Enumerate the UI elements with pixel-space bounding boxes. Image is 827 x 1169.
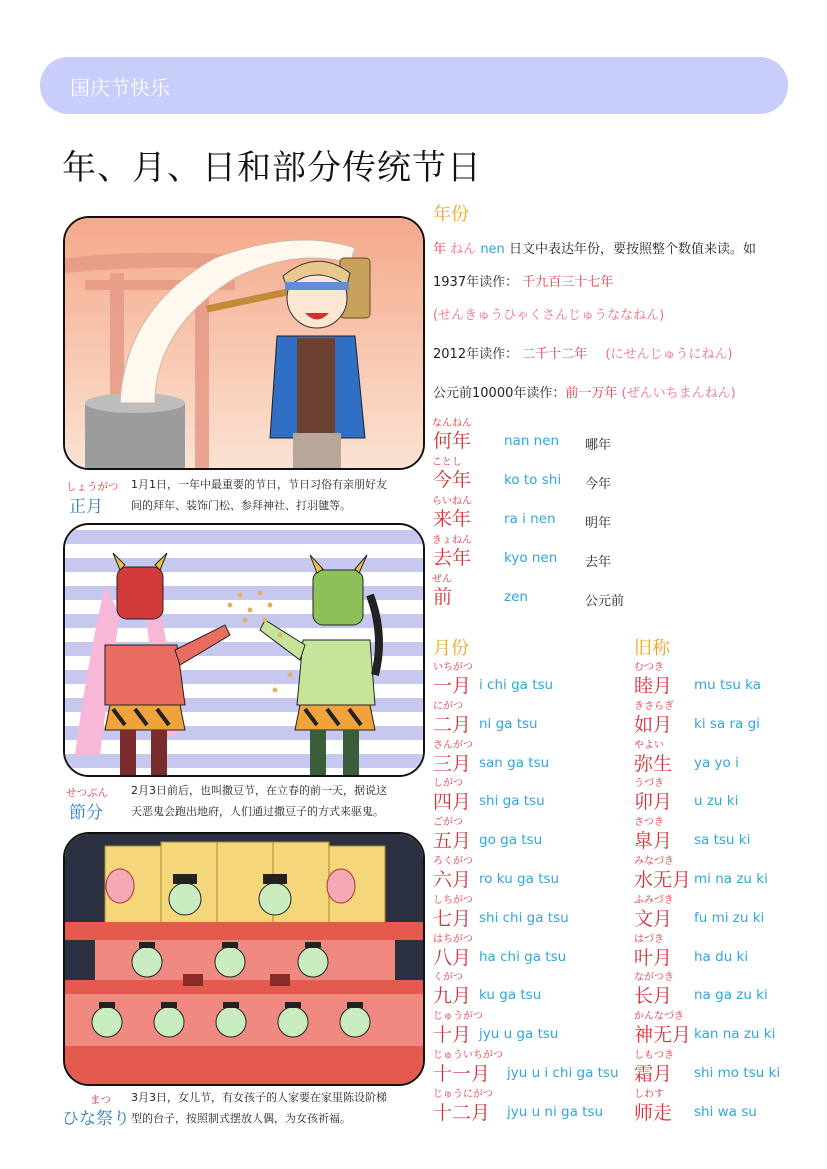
example-value: 千九百三十七年 xyxy=(522,275,614,290)
vocab-roma: kyo nen xyxy=(504,550,558,566)
month-roma: ni ga tsu xyxy=(479,715,538,732)
month-kanji: 三月 xyxy=(433,752,472,775)
vocab-kanji: 今年 xyxy=(433,469,472,491)
vocab-ruby: ぜん xyxy=(432,574,452,585)
illustration-hina-matsuri xyxy=(63,832,425,1086)
month-ruby: ろくがつ xyxy=(433,856,473,867)
vocab-meaning: 哪年 xyxy=(585,438,612,453)
month-kanji: 睦月 xyxy=(634,675,673,697)
month-kanji: 神无月 xyxy=(634,1024,692,1047)
month-roma: ha chi ga tsu xyxy=(479,948,567,965)
month-ruby: さんがつ xyxy=(433,739,473,751)
month-roma: jyu u i chi ga tsu xyxy=(507,1065,619,1081)
month-ruby: いちがつ xyxy=(433,662,473,673)
month-kanji: 长月 xyxy=(634,985,673,1008)
month-roma: ki sa ra gi xyxy=(694,715,760,732)
month-kanji: 二月 xyxy=(433,713,472,736)
month-roma: u zu ki xyxy=(694,793,739,810)
vocab-roma: zen xyxy=(504,589,528,605)
caption-text: 3月3日，女儿节，有女孩子的人家要在家里陈设阶梯型的台子，按照制式摆放人偶，为女孩祈福。 xyxy=(131,1091,387,1125)
month-ruby: しもつき xyxy=(634,1050,674,1061)
month-roma: mu tsu ka xyxy=(694,677,762,693)
month-kanji: 皐月 xyxy=(634,830,673,853)
month-roma: kan na zu ki xyxy=(694,1026,776,1043)
header-banner xyxy=(40,57,788,114)
vocab-roma: ra i nen xyxy=(504,511,556,527)
caption-text: 1月1日，一年中最重要的节日，节日习俗有亲朋好友间的拜年、装饰门松、参拜神社、打羽毽等。 xyxy=(131,478,387,512)
month-ruby: きさらぎ xyxy=(634,700,674,712)
month-ruby: かんなづき xyxy=(634,1011,684,1023)
month-kanji: 六月 xyxy=(433,869,472,891)
month-ruby: しがつ xyxy=(433,778,463,790)
month-roma: ku ga tsu xyxy=(479,987,542,1004)
vocab-ruby: なんねん xyxy=(432,418,472,429)
year-example-1 xyxy=(433,271,613,290)
example-kana: (ぜんいちまんねん) xyxy=(621,386,736,401)
vocab-roma: ko to shi xyxy=(504,472,562,488)
example-label: 1937年读作： xyxy=(433,275,519,290)
month-kanji: 九月 xyxy=(433,985,472,1008)
vocab-kanji: 何年 xyxy=(433,430,472,452)
month-kanji: 五月 xyxy=(433,830,472,853)
month-kanji: 叶月 xyxy=(634,946,673,969)
month-roma: go ga tsu xyxy=(479,832,543,849)
caption-text: 2月3日前后，也叫撒豆节，在立春的前一天，据说这天恶鬼会跑出地府，人们通过撒豆子的方式来驱鬼。 xyxy=(131,784,387,818)
example-value: 二千十二年 xyxy=(522,347,588,362)
vocab-ruby: ことし xyxy=(432,457,462,468)
month-ruby: ごがつ xyxy=(433,817,463,829)
page-title: 年、月、日和部分传统节日 xyxy=(62,148,482,188)
vocab-ruby: きょねん xyxy=(432,535,472,546)
old-names-heading: 旧称 xyxy=(634,638,670,659)
caption-ruby: せつぶん xyxy=(66,787,108,799)
illustration-new-year xyxy=(63,216,425,470)
year-example-2 xyxy=(433,343,733,362)
month-ruby: さつき xyxy=(634,817,664,829)
month-kanji: 水无月 xyxy=(634,869,692,891)
vocab-roma: nan nen xyxy=(504,433,560,449)
month-roma: shi chi ga tsu xyxy=(479,909,569,926)
month-roma: jyu u ga tsu xyxy=(479,1026,559,1043)
month-roma: san ga tsu xyxy=(479,754,550,771)
caption-ruby: しょうがつ xyxy=(66,481,119,493)
month-roma: jyu u ni ga tsu xyxy=(507,1103,604,1120)
month-ruby: じゅうがつ xyxy=(433,1011,483,1023)
month-kanji: 十月 xyxy=(433,1024,472,1047)
month-kanji: 八月 xyxy=(433,946,472,969)
month-ruby: はづき xyxy=(634,933,664,945)
month-roma: na ga zu ki xyxy=(694,987,768,1004)
month-ruby: じゅういちがつ xyxy=(433,1050,503,1061)
month-kanji: 四月 xyxy=(433,791,472,814)
year-intro xyxy=(433,238,756,257)
month-roma: shi wa su xyxy=(694,1103,757,1120)
month-ruby: むつき xyxy=(634,662,664,673)
month-ruby: はちがつ xyxy=(433,933,473,945)
month-roma: mi na zu ki xyxy=(694,871,768,887)
month-kanji: 七月 xyxy=(433,907,472,930)
month-kanji: 十二月 xyxy=(433,1101,491,1124)
vocab-kanji: 前 xyxy=(433,586,453,608)
month-roma: ro ku ga tsu xyxy=(479,871,560,887)
month-ruby: ふみづき xyxy=(634,894,674,906)
caption-word: 節分 xyxy=(69,803,103,823)
month-roma: i chi ga tsu xyxy=(479,677,554,693)
month-kanji: 一月 xyxy=(433,675,472,697)
example-label: 2012年读作： xyxy=(433,347,519,362)
month-kanji: 弥生 xyxy=(634,752,673,775)
vocab-ruby: らいねん xyxy=(432,496,472,507)
month-ruby: みなづき xyxy=(634,856,674,867)
illustration-setsubun xyxy=(63,523,425,777)
month-kanji: 霜月 xyxy=(634,1063,673,1085)
month-ruby: しちがつ xyxy=(433,894,473,906)
vocab-kanji: 来年 xyxy=(433,508,472,530)
vocab-meaning: 公元前 xyxy=(585,594,625,609)
month-roma: sa tsu ki xyxy=(694,832,751,849)
month-roma: shi ga tsu xyxy=(479,793,545,810)
example-value: 前一万年 xyxy=(565,386,618,401)
vocab-meaning: 明年 xyxy=(585,516,612,531)
month-ruby: うづき xyxy=(634,778,664,790)
month-ruby: にがつ xyxy=(433,700,463,712)
caption-ruby: まつ xyxy=(90,1094,111,1106)
month-kanji: 文月 xyxy=(634,907,673,930)
example-kana: (にせんじゅうにねん) xyxy=(605,347,733,362)
example-kana: (せんきゅうひゃくさんじゅうななねん) xyxy=(433,308,665,323)
intro-kanji: 年 xyxy=(433,242,447,257)
month-roma: ha du ki xyxy=(694,948,749,965)
month-ruby: やよい xyxy=(634,739,664,751)
caption-word: ひな祭り xyxy=(62,1109,130,1129)
intro-text: 日文中表达年份，要按照整个数值来读。如 xyxy=(508,242,756,257)
banner-title: 国庆节快乐 xyxy=(70,76,170,100)
month-roma: ya yo i xyxy=(694,754,739,771)
month-ruby: くがつ xyxy=(433,972,463,984)
month-kanji: 十一月 xyxy=(433,1063,491,1085)
month-ruby: しわす xyxy=(634,1088,664,1100)
month-kanji: 师走 xyxy=(634,1101,673,1124)
vocab-kanji: 去年 xyxy=(433,547,472,569)
month-roma: shi mo tsu ki xyxy=(694,1065,781,1081)
month-kanji: 卯月 xyxy=(634,791,673,814)
month-ruby: じゅうにがつ xyxy=(433,1088,493,1100)
month-kanji: 如月 xyxy=(634,713,673,736)
year-heading: 年份 xyxy=(433,204,469,225)
caption-word: 正月 xyxy=(69,497,103,517)
month-roma: fu mi zu ki xyxy=(694,909,765,926)
months-heading: 月份 xyxy=(433,638,469,659)
month-ruby: ながつき xyxy=(634,972,674,984)
intro-roma: nen xyxy=(480,242,505,257)
example-label: 公元前10000年读作： xyxy=(433,386,566,401)
intro-kana: ねん xyxy=(450,242,477,257)
vocab-meaning: 今年 xyxy=(585,477,612,492)
year-example-3 xyxy=(433,382,736,401)
vocab-meaning: 去年 xyxy=(585,555,612,570)
